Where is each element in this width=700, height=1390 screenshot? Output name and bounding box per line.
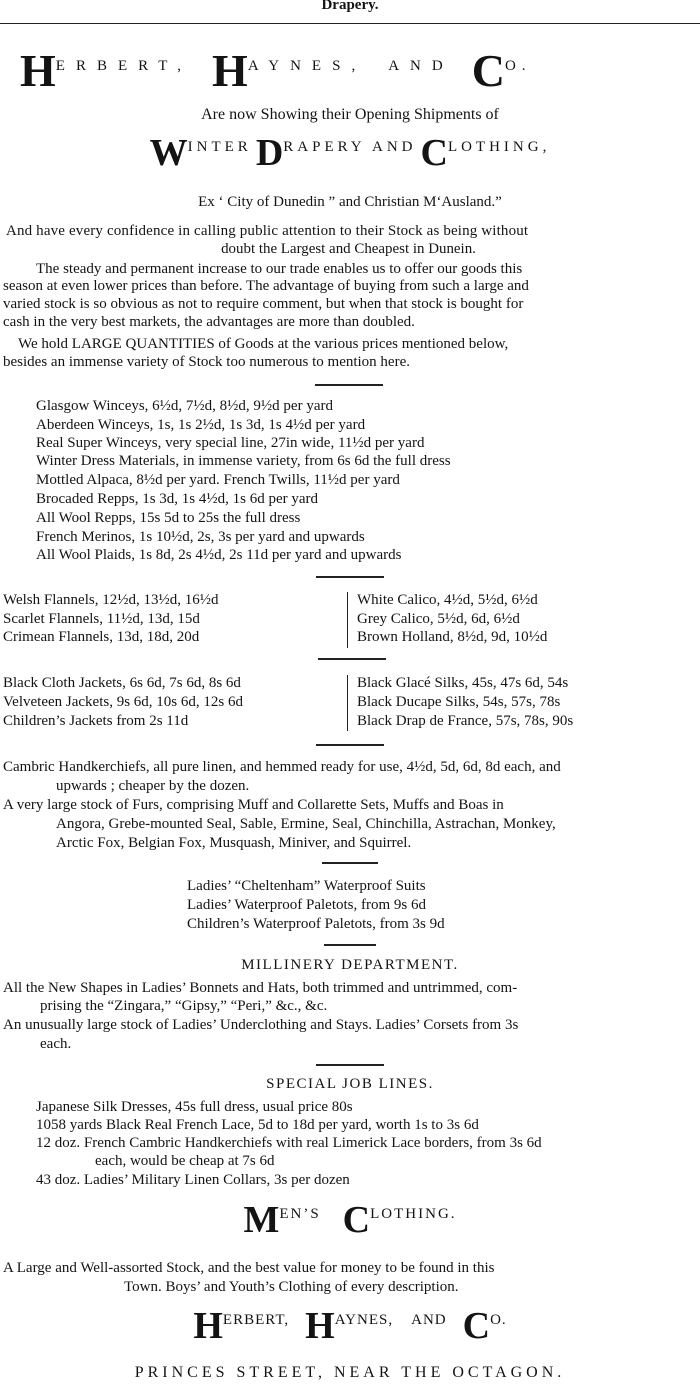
list-item: Winter Dress Materials, in immense variety, from 6s 6d the full dress <box>36 453 451 469</box>
job-lines-heading: SPECIAL JOB LINES. <box>266 1076 434 1092</box>
footer-word-co: O. <box>490 1312 507 1328</box>
footer-initial-h2: H <box>305 1305 335 1347</box>
list-item: Glasgow Winceys, 6½d, 7½d, 8½d, 9½d per yard <box>36 398 333 414</box>
divider-ornament <box>324 944 376 946</box>
divider-ornament <box>316 744 384 746</box>
winter-word-inter: INTER <box>187 139 252 155</box>
millinery-line-3: An unusually large stock of Ladies’ Underclothing and Stays. Ladies’ Corsets from 3s <box>3 1017 519 1033</box>
divider-ornament <box>316 1064 384 1066</box>
list-item: Black Ducape Silks, 54s, 57s, 78s <box>357 694 561 710</box>
intro-line-2: doubt the Largest and Cheapest in Dunein. <box>221 241 476 257</box>
list-item: Black Drap de France, 57s, 78s, 90s <box>357 713 574 729</box>
millinery-line-1: All the New Shapes in Ladies’ Bonnets and Hats, both trimmed and untrimmed, com- <box>3 980 518 996</box>
winter-word-lothing: LOTHING, <box>447 139 551 155</box>
list-item: 1058 yards Black Real French Lace, 5d to 18d per yard, worth 1s to 3s 6d <box>36 1117 479 1133</box>
intro-line-4: season at even lower prices than before. The advantage of buying from such a large and <box>3 278 529 294</box>
firm-word-co: O. <box>504 58 532 74</box>
footer-initial-c: C <box>462 1305 491 1347</box>
divider-ornament <box>316 576 384 578</box>
section-title: Drapery. <box>321 0 379 13</box>
handkerchief-line-2: upwards ; cheaper by the dozen. <box>56 778 250 794</box>
intro-line-1: And have every confidence in calling public attention to their Stock as being without <box>6 223 529 239</box>
list-item: Scarlet Flannels, 11½d, 13d, 15d <box>3 611 200 627</box>
firm-word-and: AND <box>388 58 454 74</box>
list-item: Grey Calico, 5½d, 6d, 6½d <box>357 611 520 627</box>
list-item: All Wool Plaids, 1s 8d, 2s 4½d, 2s 11d per yard and upwards <box>36 547 402 563</box>
list-item: Children’s Jackets from 2s 11d <box>3 713 189 729</box>
footer-word-erbert: ERBERT, <box>222 1312 290 1328</box>
winter-initial-c: C <box>420 132 448 174</box>
mens-initial-c: C <box>342 1199 371 1241</box>
winter-word-rapery-and: RAPERY AND <box>283 139 417 155</box>
intro-line-6: cash in the very best markets, the advantages are more than doubled. <box>3 314 415 330</box>
firm-initial-h: H <box>20 45 56 96</box>
furs-line-1: A very large stock of Furs, comprising Muff and Collarette Sets, Muffs and Boas in <box>3 797 504 813</box>
list-item: Japanese Silk Dresses, 45s full dress, usual price 80s <box>36 1099 353 1115</box>
list-item: Aberdeen Winceys, 1s, 1s 2½d, 1s 3d, 1s 4½d per yard <box>36 417 366 433</box>
mens-word-ens: EN’S <box>279 1206 321 1222</box>
list-item: White Calico, 4½d, 5½d, 6½d <box>357 592 538 608</box>
list-item: Ladies’ “Cheltenham” Waterproof Suits <box>187 878 426 894</box>
firm-word-erbert: ERBERT, <box>55 58 193 74</box>
list-item: Crimean Flannels, 13d, 18d, 20d <box>3 629 200 645</box>
list-item: All Wool Repps, 15s 5d to 25s the full dress <box>36 510 301 526</box>
column-divider <box>347 675 348 731</box>
firm-word-aynes: AYNES, <box>247 58 367 74</box>
firm-heading <box>20 45 690 96</box>
footer-word-aynes: AYNES, <box>334 1312 394 1328</box>
list-item: Velveteen Jackets, 9s 6d, 10s 6d, 12s 6d <box>3 694 243 710</box>
millinery-heading: MILLINERY DEPARTMENT. <box>241 957 459 973</box>
mens-clothing-heading <box>0 1201 700 1239</box>
opening-line: Are now Showing their Opening Shipments of <box>201 106 499 123</box>
list-item: 43 doz. Ladies’ Military Linen Collars, 3s per dozen <box>36 1172 350 1188</box>
handkerchief-line-1: Cambric Handkerchiefs, all pure linen, and hemmed ready for use, 4½d, 5d, 6d, 8d each, and <box>3 759 561 775</box>
mens-initial-m: M <box>243 1199 280 1241</box>
millinery-line-4: each. <box>40 1036 72 1052</box>
footer-word-and: AND <box>411 1312 447 1328</box>
top-rule <box>0 23 700 24</box>
list-item: Ladies’ Waterproof Paletots, from 9s 6d <box>187 897 427 913</box>
address-line: PRINCES STREET, NEAR THE OCTAGON. <box>134 1364 566 1381</box>
intro-line-5: varied stock is so obvious as not to require comment, but when that stock is bought for <box>3 296 524 312</box>
list-item: French Merinos, 1s 10½d, 2s, 3s per yard and upwards <box>36 529 365 545</box>
firm-initial-h2: H <box>212 45 248 96</box>
divider-ornament <box>322 862 378 864</box>
intro-line-8: besides an immense variety of Stock too numerous to mention here. <box>3 354 410 370</box>
mens-word-lothing: LOTHING. <box>370 1206 457 1222</box>
list-item: Real Super Winceys, very special line, 27in wide, 11½d per yard <box>36 435 425 451</box>
divider-ornament <box>318 658 386 660</box>
mens-line-2: Town. Boys’ and Youth’s Clothing of every description. <box>124 1279 459 1295</box>
list-item: Brocaded Repps, 1s 3d, 1s 4½d, 1s 6d per yard <box>36 491 319 507</box>
list-item: Black Cloth Jackets, 6s 6d, 7s 6d, 8s 6d <box>3 675 241 691</box>
list-item: 12 doz. French Cambric Handkerchiefs with real Limerick Lace borders, from 3s 6d <box>36 1135 542 1151</box>
list-item: Welsh Flannels, 12½d, 13½d, 16½d <box>3 592 219 608</box>
list-item: Black Glacé Silks, 45s, 47s 6d, 54s <box>357 675 569 691</box>
millinery-line-2: prising the “Zingara,” “Gipsy,” “Peri,” &c., &c. <box>40 998 328 1014</box>
furs-line-3: Arctic Fox, Belgian Fox, Musquash, Miniver, and Squirrel. <box>56 835 412 851</box>
list-item: Brown Holland, 8½d, 9d, 10½d <box>357 629 548 645</box>
list-item: each, would be cheap at 7s 6d <box>95 1153 275 1169</box>
firm-initial-c: C <box>471 45 505 96</box>
footer-firm-heading <box>0 1307 700 1345</box>
footer-initial-h: H <box>193 1305 223 1347</box>
list-item: Mottled Alpaca, 8½d per yard. French Twills, 11½d per yard <box>36 472 400 488</box>
column-divider <box>347 592 348 648</box>
furs-line-2: Angora, Grebe-mounted Seal, Sable, Ermine, Seal, Chinchilla, Astrachan, Monkey, <box>56 816 556 832</box>
winter-initial-w: W <box>149 132 188 174</box>
divider-ornament <box>315 384 383 386</box>
intro-line-7: We hold LARGE QUANTITIES of Goods at the various prices mentioned below, <box>18 336 509 352</box>
intro-line-3: The steady and permanent increase to our trade enables us to offer our goods this <box>36 261 523 277</box>
ships-line: Ex ‘ City of Dunedin ” and Christian M‘Ausland.” <box>198 194 502 210</box>
winter-initial-d: D <box>255 132 284 174</box>
list-item: Children’s Waterproof Paletots, from 3s 9d <box>187 916 445 932</box>
mens-line-1: A Large and Well-assorted Stock, and the best value for money to be found in this <box>3 1260 495 1276</box>
winter-heading <box>0 134 700 172</box>
